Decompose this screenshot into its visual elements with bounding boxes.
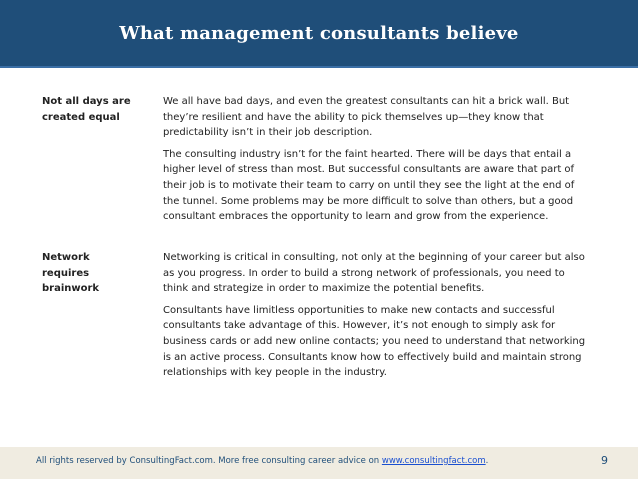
footer-link[interactable]: www.consultingfact.com bbox=[381, 456, 486, 466]
row-body bbox=[163, 94, 593, 231]
page-number: 9 bbox=[601, 454, 608, 467]
row-body bbox=[163, 250, 593, 387]
slide-header bbox=[0, 0, 638, 66]
slide-title: What management consultants believe bbox=[119, 22, 519, 44]
row-label: Network requires brainwork bbox=[42, 252, 100, 295]
slide-footer bbox=[0, 447, 638, 479]
footer-copyright-text: All rights reserved by ConsultingFact.com. More free consulting career advice on bbox=[36, 456, 382, 466]
header-divider bbox=[0, 66, 638, 68]
footer-suffix: . bbox=[485, 456, 489, 466]
row-label: Not all days are created equal bbox=[42, 96, 131, 123]
paragraph: Networking is critical in consulting, not only at the beginning of your career but also as you progress. In order to build a strong network of professionals, you need to think and strategize in order to maximize the potential benefits. bbox=[163, 252, 585, 295]
paragraph: The consulting industry isn’t for the faint hearted. There will be days that entail a higher level of stress than most. But successful consultants are aware that part of their job is to motivate their team to carry on until they see the light at the end of the tunnel. Some problems may be more difficult to solve than others, but a good consultant embraces the opportunity to learn and grow from the experience. bbox=[163, 148, 575, 223]
paragraph: Consultants have limitless opportunities to make new contacts and successful consultants take advantage of this. However, it’s not enough to simply ask for business cards or add new online contacts; you need to understand that networking is an active process. Consultants know how to effectively build and maintain strong relationships with key people in the industry. bbox=[163, 304, 586, 379]
footer-copyright bbox=[36, 456, 488, 466]
paragraph: We all have bad days, and even the greatest consultants can hit a brick wall. But they’re resilient and have the ability to pick themselves up—they know that predictability isn’t in their job description. bbox=[163, 96, 570, 139]
